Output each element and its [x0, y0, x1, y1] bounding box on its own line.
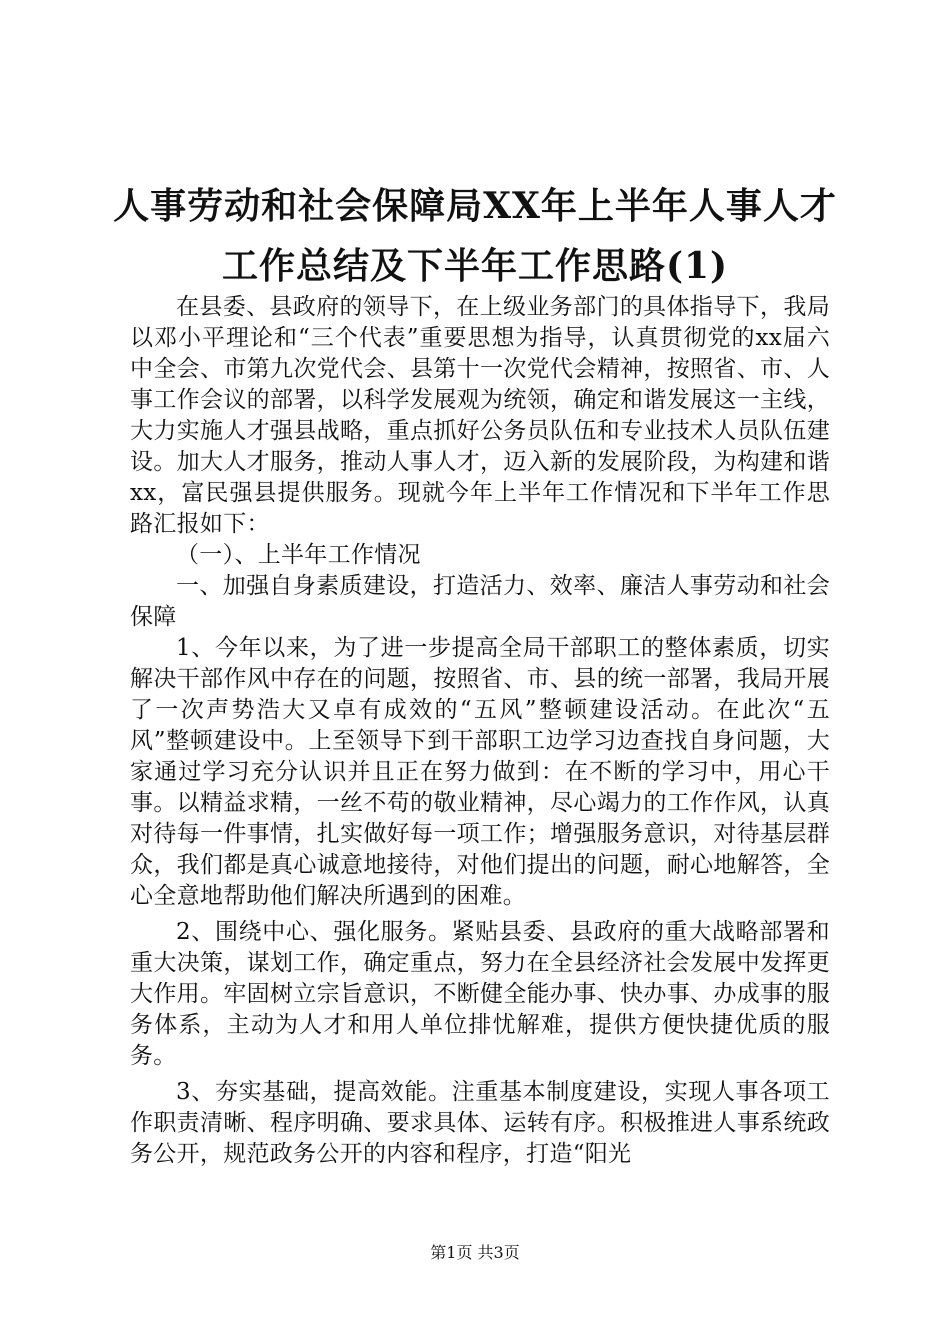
- paragraph-item-3: 3、夯实基础，提高效能。注重基本制度建设，实现人事各项工作职责清晰、程序明确、要求具体、运转有序。积极推进人事系统政务公开，规范政务公开的内容和程序，打造“阳光: [130, 1079, 830, 1167]
- paragraph-item-1: 1、今年以来，为了进一步提高全局干部职工的整体素质，切实解决干部作风中存在的问题，按照省、市、县的统一部署，我局开展了一次声势浩大又卓有成效的“五风”整顿建设活动。在此次“五风”整顿建设中。上至领导下到干部职工边学习边查找自身问题，大家通过学习充分认识并且正在努力做到：在不断的学习中，用心干事。以精益求精，一丝不苟的敬业精神，尽心竭力的工作作风，认真对待每一件事情，扎实做好每一项工作；增强服务意识，对待基层群众，我们都是真心诚意地接待，对他们提出的问题，耐心地解答，全心全意地帮助他们解决所遇到的困难。: [130, 635, 830, 909]
- document-title-line-2: 工作总结及下半年工作思路(1): [221, 245, 729, 287]
- section-heading: （一）、上半年工作情况: [176, 542, 421, 568]
- page-footer: 第1页 共3页: [430, 1243, 520, 1262]
- paragraph-item-2: 2、围绕中心、强化服务。紧贴县委、县政府的重大战略部署和重大决策，谋划工作，确定重点，努力在全县经济社会发展中发挥更大作用。牢固树立宗旨意识，不断健全能办事、快办事、办成事的服务体系，主动为人才和用人单位排忧解难，提供方便快捷优质的服务。: [130, 919, 830, 1069]
- subsection-heading: 一、加强自身素质建设，打造活力、效率、廉洁人事劳动和社会保障: [130, 573, 830, 630]
- document-body: [130, 292, 830, 1170]
- document-title-line-1: 人事劳动和社会保障局XX年上半年人事人才: [113, 185, 837, 227]
- intro-paragraph: 在县委、县政府的领导下，在上级业务部门的具体指导下，我局以邓小平理论和“三个代表”重要思想为指导，认真贯彻党的xx届六中全会、市第九次党代会、县第十一次党代会精神，按照省、市、人事工作会议的部署，以科学发展观为统领，确定和谐发展这一主线，大力实施人才强县战略，重点抓好公务员队伍和专业技术人员队伍建设。加大人才服务，推动人事人才，迈入新的发展阶段，为构建和谐xx，富民强县提供服务。现就今年上半年工作情况和下半年工作思路汇报如下：: [130, 294, 830, 537]
